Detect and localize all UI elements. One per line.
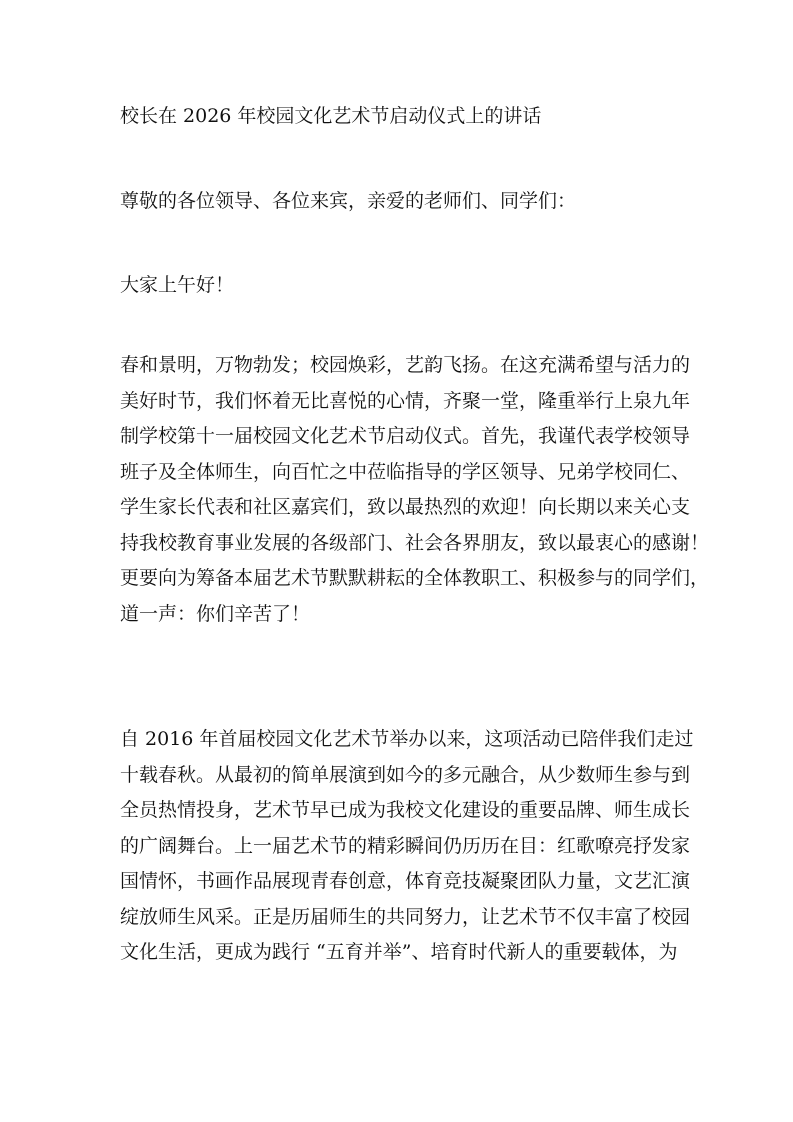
paragraph-1 xyxy=(120,348,710,632)
paragraph-line: 美好时节，我们怀着无比喜悦的心情，齐聚一堂，隆重举行上泉九年 xyxy=(120,389,691,412)
paragraph-line: 制学校第十一届校园文化艺术节启动仪式。首先，我谨代表学校领导 xyxy=(120,425,691,447)
paragraph-line: 十载春秋。从最初的简单展演到如今的多元融合，从少数师生参与到 xyxy=(120,763,691,786)
paragraph-line: 文化生活，更成为践行 “五育并举”、培育时代新人的重要载体，为 xyxy=(120,941,678,963)
paragraph-line: 绽放师生风采。正是历届师生的共同努力，让艺术节不仅丰富了校园 xyxy=(120,905,691,928)
greeting: 大家上午好！ xyxy=(120,274,235,296)
paragraph-line: 自 2016 年首届校园文化艺术节举办以来，这项活动已陪伴我们走过 xyxy=(120,728,694,750)
paragraph-line: 学生家长代表和社区嘉宾们，致以最热烈的欢迎！向长期以来关心支 xyxy=(120,496,691,518)
paragraph-line: 道一声：你们辛苦了！ xyxy=(120,602,311,625)
paragraph-line: 更要向为筹备本届艺术节默默耕耘的全体教职工、积极参与的同学们， xyxy=(120,567,710,589)
paragraph-line: 全员热情投身，艺术节早已成为我校文化建设的重要品牌、师生成长 xyxy=(120,799,691,821)
paragraph-line: 班子及全体师生，向百忙之中莅临指导的学区领导、兄弟学校同仁、 xyxy=(120,460,691,483)
document-title: 校长在 2026 年校园文化艺术节启动仪式上的讲话 xyxy=(120,105,542,127)
paragraph-line: 春和景明，万物勃发；校园焕彩，艺韵飞扬。在这充满希望与活力的 xyxy=(120,354,691,376)
paragraph-line: 的广阔舞台。上一届艺术节的精彩瞬间仍历历在目：红歌嘹亮抒发家 xyxy=(120,834,691,857)
paragraph-line: 持我校教育事业发展的各级部门、社会各界朋友，致以最衷心的感谢！ xyxy=(120,531,710,554)
paragraph-line: 国情怀，书画作品展现青春创意，体育竞技凝聚团队力量，文艺汇演 xyxy=(120,870,691,892)
paragraph-2 xyxy=(120,722,694,971)
salutation: 尊敬的各位领导、各位来宾，亲爱的老师们、同学们： xyxy=(120,190,577,212)
